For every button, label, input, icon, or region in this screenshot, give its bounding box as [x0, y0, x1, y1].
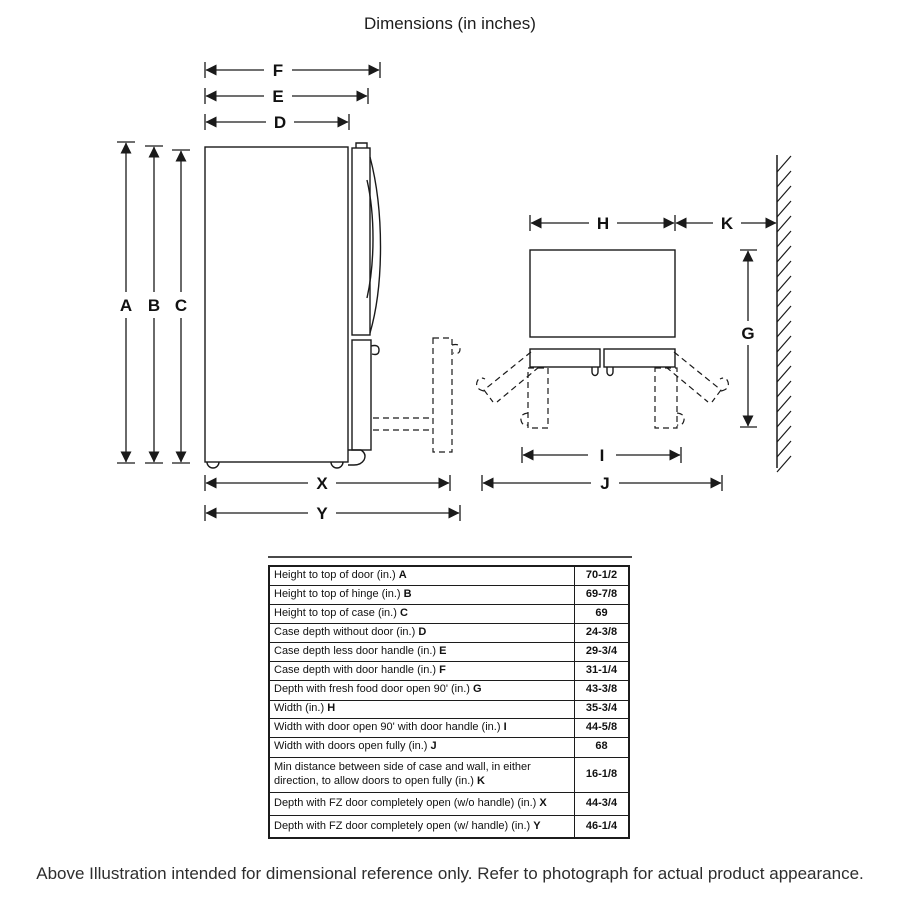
left-fully-open-hook — [477, 378, 485, 391]
label-E: E — [272, 87, 284, 106]
dim-key: I — [503, 720, 507, 733]
fresh-food-door-side — [352, 148, 370, 335]
dim-description: Height to top of door (in.) A — [269, 566, 575, 585]
label-K: K — [720, 214, 734, 233]
door-handle-outer — [370, 157, 381, 333]
label-B: B — [147, 296, 161, 315]
dim-value: 68 — [575, 737, 630, 757]
dim-description: Depth with FZ door completely open (w/ handle) (in.) Y — [269, 815, 575, 838]
label-G: G — [741, 324, 755, 343]
left-door-open-fully-dashed — [484, 352, 539, 402]
wall — [777, 155, 791, 472]
dim-value: 70-1/2 — [575, 566, 630, 585]
label-Y: Y — [316, 504, 328, 523]
right-fully-open-hook — [720, 378, 728, 391]
dim-value: 35-3/4 — [575, 700, 630, 718]
dim-key: H — [327, 702, 336, 715]
label-A: A — [119, 296, 133, 315]
dim-value: 69-7/8 — [575, 585, 630, 604]
dim-key: J — [430, 740, 437, 753]
table-row — [269, 680, 629, 700]
dim-key: A — [398, 569, 407, 582]
dim-value: 46-1/4 — [575, 815, 630, 838]
table-row — [269, 566, 629, 585]
table-row — [269, 661, 629, 680]
dim-value: 69 — [575, 604, 630, 623]
footer-disclaimer: Above Illustration intended for dimensional reference only. Refer to photograph for actual product appearance. — [36, 864, 864, 883]
dim-key: B — [403, 587, 412, 600]
freezer-open-handle-hook — [452, 345, 460, 354]
dim-description: Height to top of hinge (in.) B — [269, 585, 575, 604]
left-door-handle-top — [592, 367, 598, 376]
label-C: C — [174, 296, 188, 315]
door-hinge-cap — [356, 143, 367, 148]
table-row — [269, 642, 629, 661]
table-row — [269, 737, 629, 757]
right-door-top — [604, 349, 675, 367]
dim-description: Depth with FZ door completely open (w/o handle) (in.) X — [269, 792, 575, 815]
label-I: I — [599, 446, 605, 465]
label-D: D — [273, 113, 287, 132]
dimensions-table — [268, 565, 630, 839]
dim-description: Case depth with door handle (in.) F — [269, 661, 575, 680]
table-row — [269, 757, 629, 792]
dim-description: Case depth without door (in.) D — [269, 623, 575, 642]
dim-key: G — [473, 683, 482, 696]
dim-key: E — [439, 644, 447, 657]
left-door-open-90-dashed — [528, 368, 548, 428]
door-swing-lines — [373, 418, 433, 430]
dim-key: C — [399, 606, 408, 619]
table-top-rule — [268, 556, 632, 558]
dim-key: K — [477, 774, 485, 787]
right-door-open-90-dashed — [655, 368, 677, 428]
dim-value: 44-5/8 — [575, 718, 630, 737]
right-open-handle-hook — [677, 413, 684, 425]
freezer-door-open-dashed — [433, 338, 452, 452]
fridge-case-top — [530, 250, 675, 337]
top-view-dimensions — [482, 215, 776, 491]
dim-value: 29-3/4 — [575, 642, 630, 661]
table-row — [269, 623, 629, 642]
left-open-handle-hook — [521, 413, 528, 425]
dim-description: Width with doors open fully (in.) J — [269, 737, 575, 757]
table-row — [269, 700, 629, 718]
dim-description: Depth with fresh food door open 90' (in.) G — [269, 680, 575, 700]
table-row — [269, 718, 629, 737]
label-X: X — [316, 474, 328, 493]
dim-value: 24-3/8 — [575, 623, 630, 642]
top-view-diagram — [477, 155, 791, 472]
rear-wheel — [207, 462, 219, 468]
dim-value: 43-3/8 — [575, 680, 630, 700]
right-door-open-fully-dashed — [666, 352, 721, 402]
left-door-top — [530, 349, 600, 367]
table-row — [269, 815, 629, 838]
freezer-handle-hook — [371, 346, 379, 355]
dim-value: 16-1/8 — [575, 757, 630, 792]
dim-value: 31-1/4 — [575, 661, 630, 680]
fridge-case-side — [205, 147, 348, 462]
front-wheel — [331, 462, 343, 468]
freezer-door-side — [352, 340, 371, 450]
wall-hatching — [777, 156, 791, 472]
dimension-line-F — [205, 62, 380, 78]
dimension-labels — [113, 59, 761, 524]
dim-key: Y — [533, 819, 541, 832]
dim-description: Min distance between side of case and wall, in either direction, to allow doors to open fully (in.) K — [269, 757, 575, 792]
dim-value: 44-3/4 — [575, 792, 630, 815]
table-row — [269, 792, 629, 815]
page-title: Dimensions (in inches) — [364, 14, 536, 33]
label-H: H — [596, 214, 610, 233]
side-view-diagram — [205, 143, 460, 468]
dim-key: X — [539, 796, 547, 809]
table-row — [269, 604, 629, 623]
table-row — [269, 585, 629, 604]
dim-description: Width (in.) H — [269, 700, 575, 718]
dim-description: Width with door open 90' with door handle (in.) I — [269, 718, 575, 737]
dim-key: D — [418, 625, 427, 638]
label-J: J — [600, 474, 610, 493]
dim-description: Case depth less door handle (in.) E — [269, 642, 575, 661]
dim-description: Height to top of case (in.) C — [269, 604, 575, 623]
right-door-handle-top — [607, 367, 613, 376]
dim-key: F — [439, 663, 446, 676]
label-F: F — [272, 61, 284, 80]
bottom-foot — [348, 450, 365, 465]
